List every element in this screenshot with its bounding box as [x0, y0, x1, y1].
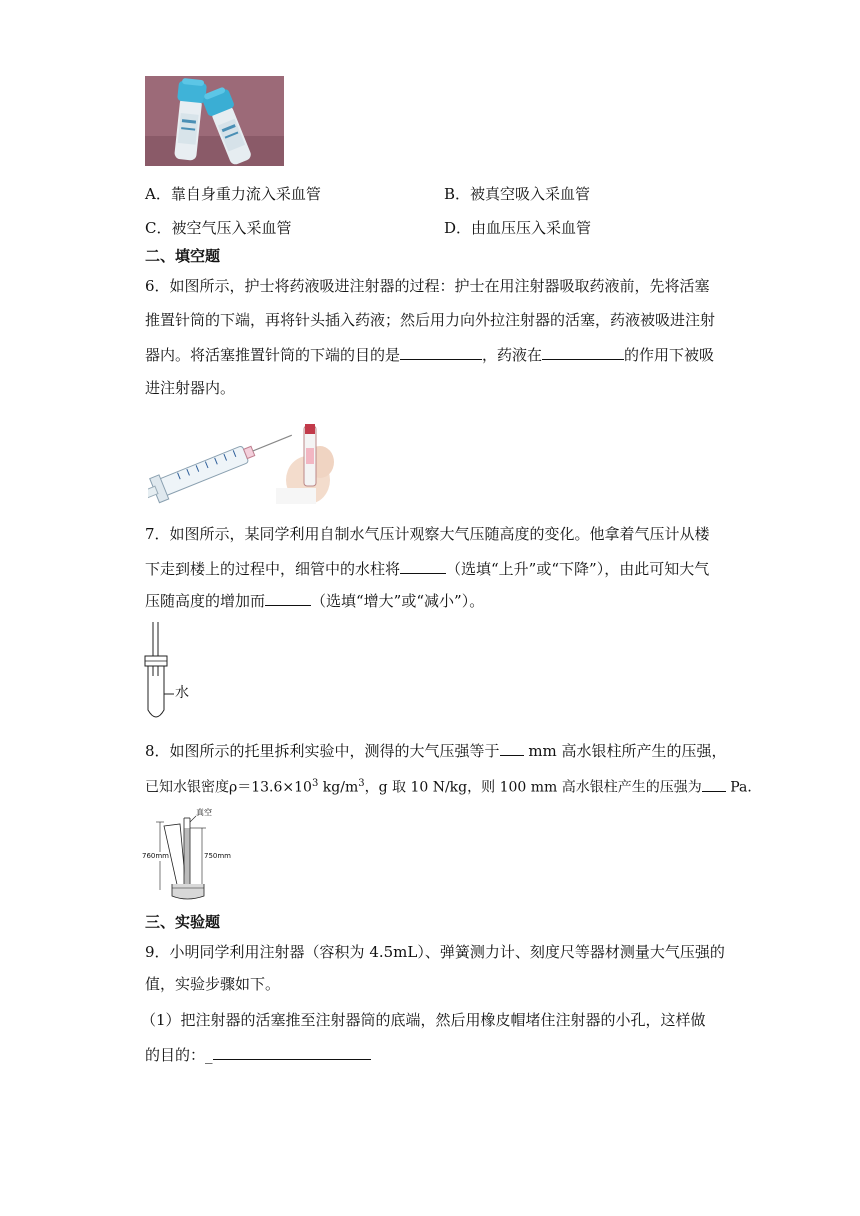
- q7-line-2: [145, 558, 709, 579]
- vacuum-label: 真空: [196, 808, 212, 817]
- q8-line-2-text-d: Pa．: [725, 779, 762, 796]
- answer-blank[interactable]: [265, 590, 311, 606]
- q8-line-2-text-a: 已知水银密度ρ＝13.6×10: [145, 779, 312, 796]
- q8-line-1: [145, 740, 727, 761]
- label-760mm: 760mm: [142, 852, 169, 860]
- q6-line-3-text-c: 的作用下被吸: [624, 346, 715, 364]
- q9-line-4: [145, 1044, 371, 1065]
- q6-line-1: 6．如图所示，护士将药液吸进注射器的过程：护士在用注射器吸取药液前，先将活塞: [145, 277, 710, 295]
- q8-line-1-text-b: mm 高水银柱所产生的压强，: [523, 742, 727, 760]
- q9-line-3: （1）把注射器的活塞推至注射器筒的底端，然后用橡皮帽堵住注射器的小孔，这样做: [141, 1011, 706, 1029]
- q7-line-3-text-b: （选填“增大”或“减小”）。: [311, 592, 485, 610]
- q6-line-3-text-b: ，药液在: [482, 346, 543, 364]
- q7-line-1: 7．如图所示，某同学利用自制水气压计观察大气压随高度的变化。他拿着气压计从楼: [145, 525, 710, 543]
- answer-blank[interactable]: [400, 344, 482, 360]
- q9-line-2: 值，实验步骤如下。: [145, 975, 281, 993]
- q6-line-3-text-a: 器内。将活塞推置针筒的下端的目的是: [145, 346, 401, 364]
- q6-line-2: 推置针筒的下端，再将针头插入药液；然后用力向外拉注射器的活塞，药液被吸进注射: [145, 311, 716, 329]
- option-a: A．靠自身重力流入采血管: [145, 185, 321, 203]
- section-heading-fill-in: 二、填空题: [145, 247, 221, 265]
- q7-line-2-text-b: （选填“上升”或“下降”），由此可知大气: [446, 560, 710, 578]
- option-d: D．由血压压入采血管: [444, 219, 592, 237]
- label-750mm: 750mm: [204, 852, 231, 860]
- q7-line-3: [145, 590, 484, 611]
- q7-line-2-text-a: 下走到楼上的过程中，细管中的水柱将: [145, 560, 401, 578]
- q6-line-4: 进注射器内。: [145, 379, 236, 397]
- torricelli-figure: [142, 808, 242, 902]
- q6-line-3: [145, 344, 714, 365]
- section-heading-experiment: 三、实验题: [145, 913, 221, 931]
- q8-line-1-text-a: 8．如图所示的托里拆利实验中，测得的大气压强等于: [145, 742, 500, 760]
- syringe-figure: [148, 418, 348, 506]
- q8-line-2-text-c: ，g 取 10 N/kg，则 100 mm 高水银柱产生的压强为: [364, 779, 702, 796]
- q9-line-4-text: 的目的：_: [145, 1046, 213, 1064]
- q8-line-2-text-b: kg/m: [318, 779, 359, 796]
- option-b: B．被真空吸入采血管: [444, 185, 591, 203]
- q8-exponent: 3: [311, 778, 319, 789]
- water-label: 水: [175, 685, 189, 701]
- answer-blank[interactable]: [400, 558, 446, 574]
- q7-line-3-text-a: 压随高度的增加而: [145, 592, 266, 610]
- answer-blank[interactable]: [542, 344, 624, 360]
- answer-blank[interactable]: [702, 776, 726, 792]
- option-c: C．被空气压入采血管: [145, 219, 292, 237]
- q9-line-1: 9．小明同学利用注射器（容积为 4.5mL）、弹簧测力计、刻度尺等器材测量大气压强的: [145, 943, 725, 961]
- answer-blank[interactable]: [213, 1044, 371, 1060]
- water-barometer-figure: [140, 620, 200, 726]
- q8-exponent: 3: [358, 778, 365, 789]
- answer-blank[interactable]: [500, 740, 524, 756]
- blood-tubes-photo: [145, 76, 284, 166]
- q8-line-2: [145, 774, 761, 798]
